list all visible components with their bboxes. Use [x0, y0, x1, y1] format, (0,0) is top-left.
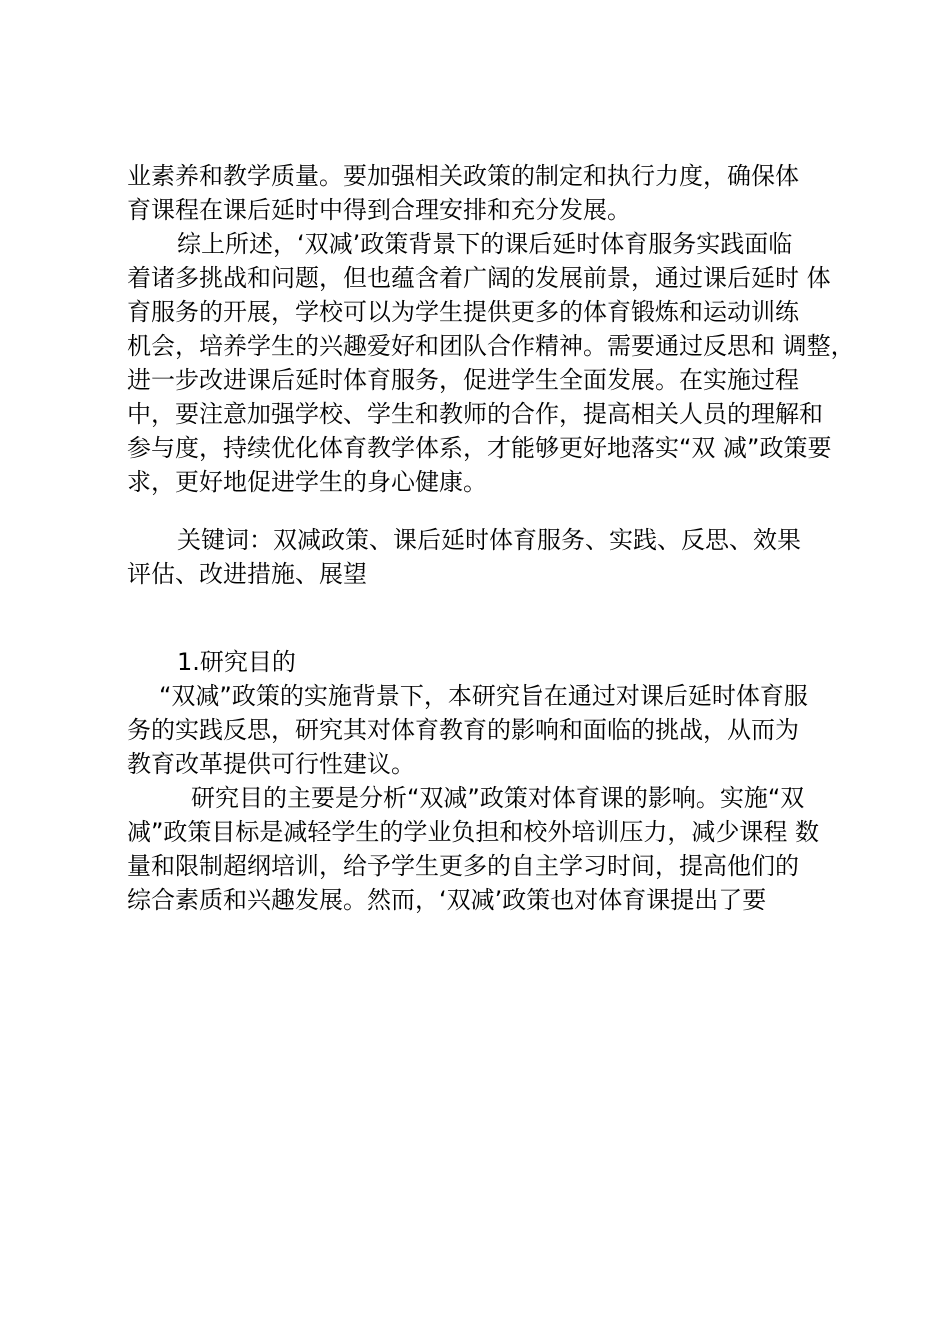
keywords-line: 关键词：双减政策、课后延时体育服务、实践、反思、效果 — [177, 526, 801, 554]
section-paragraph-b — [127, 781, 847, 917]
text-line: 着诸多挑战和问题，但也蕴含着广阔的发展前景，通过课后延时 体 — [127, 264, 831, 292]
paragraph-continuation — [127, 159, 847, 227]
text-line: 育课程在课后延时中得到合理安排和充分发展。 — [127, 196, 631, 224]
paragraph-summary — [127, 227, 855, 499]
text-line: 综上所述，‘双减’政策背景下的课后延时体育服务实践面临 — [177, 230, 793, 258]
text-line: 机会，培养学生的兴趣爱好和团队合作精神。需要通过反思和 调整， — [127, 332, 855, 360]
keywords-line: 评估、改进措施、展望 — [127, 560, 367, 588]
text-line: 研究目的主要是分析“双减”政策对体育课的影响。实施“双 — [191, 784, 805, 812]
text-line: 减”政策目标是减轻学生的学业负担和校外培训压力，减少课程 数 — [127, 818, 820, 846]
text-line: 求，更好地促进学生的身心健康。 — [127, 468, 487, 496]
text-line: 业素养和教学质量。要加强相关政策的制定和执行力度，确保体 — [127, 162, 799, 190]
text-line: 进一步改进课后延时体育服务，促进学生全面发展。在实施过程 — [127, 366, 799, 394]
section-title: 1.研究目的 — [177, 648, 296, 676]
text-line: 综合素质和兴趣发展。然而，‘双减’政策也对体育课提出了要 — [127, 886, 767, 914]
text-line: 参与度，持续优化体育教学体系，才能够更好地落实“双 减”政策要 — [127, 434, 832, 462]
text-line: “双减”政策的实施背景下，本研究旨在通过对课后延时体育服 — [159, 682, 808, 710]
text-line: 务的实践反思，研究其对体育教育的影响和面临的挑战，从而为 — [127, 716, 799, 744]
text-line: 量和限制超纲培训，给予学生更多的自主学习时间，提高他们的 — [127, 852, 799, 880]
keywords-paragraph — [127, 523, 847, 591]
section-heading — [127, 645, 847, 679]
section-paragraph-a — [127, 679, 847, 781]
text-line: 中，要注意加强学校、学生和教师的合作，提高相关人员的理解和 — [127, 400, 823, 428]
text-line: 教育改革提供可行性建议。 — [127, 750, 415, 778]
text-line: 育服务的开展，学校可以为学生提供更多的体育锻炼和运动训练 — [127, 298, 799, 326]
